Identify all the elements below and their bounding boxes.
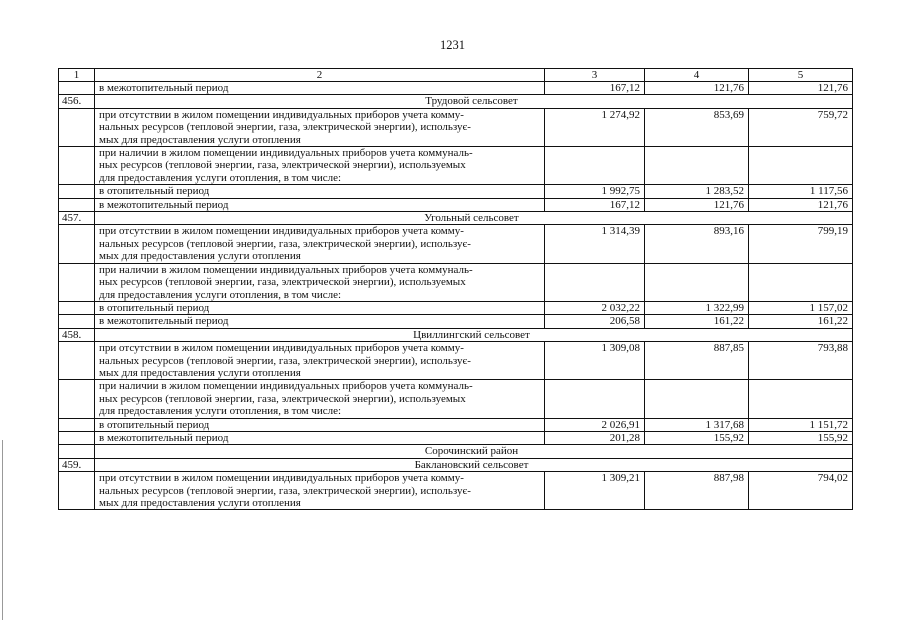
value-cell-v4: 121,76 — [645, 82, 749, 95]
section-title-text: Трудовой сельсовет — [425, 95, 518, 108]
value-cell-v5 — [749, 263, 853, 301]
row-description: в отопительный период — [95, 185, 545, 198]
page-number: 1231 — [440, 38, 465, 52]
row-description: при отсутствии в жилом помещении индивидуальных приборов учета комму- нальных ресурсов (тепловой энергии, газа, электрической энергии), использує- мых для предоставления услуги отопления — [95, 108, 545, 146]
value-cell-v3 — [545, 147, 645, 185]
table-row — [59, 315, 853, 328]
value-cell-v5: 161,22 — [749, 315, 853, 328]
row-description: в межотопительный период — [95, 431, 545, 444]
value-cell-v4: 893,16 — [645, 225, 749, 263]
table-row — [59, 380, 853, 418]
table-row — [59, 342, 853, 380]
column-number-row — [59, 69, 853, 82]
row-number: 456. — [59, 95, 95, 108]
row-number — [59, 225, 95, 263]
row-number — [59, 472, 95, 510]
value-cell-v4: 1 322,99 — [645, 301, 749, 314]
value-cell-v3: 1 992,75 — [545, 185, 645, 198]
section-title — [95, 328, 853, 341]
row-number — [59, 108, 95, 146]
row-number — [59, 198, 95, 211]
row-number — [59, 418, 95, 431]
table-row — [59, 185, 853, 198]
row-description: в межотопительный период — [95, 82, 545, 95]
table-row — [59, 147, 853, 185]
row-number — [59, 380, 95, 418]
value-cell-v3: 167,12 — [545, 82, 645, 95]
value-cell-v5: 1 157,02 — [749, 301, 853, 314]
column-number: 1 — [59, 69, 95, 82]
row-number: 457. — [59, 212, 95, 225]
value-cell-v5 — [749, 380, 853, 418]
value-cell-v4: 121,76 — [645, 198, 749, 211]
row-description: при наличии в жилом помещении индивидуальных приборов учета коммуналь- ных ресурсов (тепловой энергии, газа, электрической энергии), используемых для предоставления услуги отопления, в том числе: — [95, 263, 545, 301]
value-cell-v3: 1 274,92 — [545, 108, 645, 146]
value-cell-v3: 1 309,08 — [545, 342, 645, 380]
row-description: в отопительный период — [95, 301, 545, 314]
row-number — [59, 342, 95, 380]
value-cell-v3: 2 026,91 — [545, 418, 645, 431]
column-number: 4 — [645, 69, 749, 82]
row-description: при наличии в жилом помещении индивидуальных приборов учета коммуналь- ных ресурсов (тепловой энергии, газа, электрической энергии), используемых для предоставления услуги отопления, в том числе: — [95, 147, 545, 185]
value-cell-v4: 155,92 — [645, 431, 749, 444]
section-title-row — [59, 212, 853, 225]
row-number: 459. — [59, 458, 95, 471]
row-description: в отопительный период — [95, 418, 545, 431]
tariff-table — [58, 68, 853, 510]
table-row — [59, 82, 853, 95]
row-description: в межотопительный период — [95, 315, 545, 328]
row-number — [59, 315, 95, 328]
row-number — [59, 301, 95, 314]
row-description: при отсутствии в жилом помещении индивидуальных приборов учета комму- нальных ресурсов (тепловой энергии, газа, электрической энергии), использує- мых для предоставления услуги отопления — [95, 225, 545, 263]
value-cell-v5 — [749, 147, 853, 185]
row-number: 458. — [59, 328, 95, 341]
section-title-text: Угольный сельсовет — [424, 212, 519, 225]
value-cell-v4: 1 283,52 — [645, 185, 749, 198]
value-cell-v3: 167,12 — [545, 198, 645, 211]
table-row — [59, 263, 853, 301]
row-description: при наличии в жилом помещении индивидуальных приборов учета коммуналь- ных ресурсов (тепловой энергии, газа, электрической энергии), используемых для предоставления услуги отопления, в том числе: — [95, 380, 545, 418]
value-cell-v4 — [645, 263, 749, 301]
row-description: в межотопительный период — [95, 198, 545, 211]
table-row — [59, 225, 853, 263]
section-title-text: Сорочинский район — [424, 445, 519, 458]
row-number — [59, 431, 95, 444]
value-cell-v4 — [645, 147, 749, 185]
section-title-text: Баклановский сельсовет — [414, 458, 529, 471]
row-number — [59, 185, 95, 198]
value-cell-v4: 161,22 — [645, 315, 749, 328]
table-row — [59, 418, 853, 431]
value-cell-v3 — [545, 380, 645, 418]
column-number: 3 — [545, 69, 645, 82]
value-cell-v4: 853,69 — [645, 108, 749, 146]
row-number — [59, 147, 95, 185]
column-number: 2 — [95, 69, 545, 82]
value-cell-v5: 121,76 — [749, 198, 853, 211]
section-title-row — [59, 328, 853, 341]
section-title — [95, 458, 853, 471]
value-cell-v3: 1 309,21 — [545, 472, 645, 510]
value-cell-v5: 1 151,72 — [749, 418, 853, 431]
section-title-row — [59, 458, 853, 471]
row-number — [59, 263, 95, 301]
table-row — [59, 198, 853, 211]
section-title-text: Цвиллингский сельсовет — [413, 328, 530, 341]
value-cell-v5: 799,19 — [749, 225, 853, 263]
column-number: 5 — [749, 69, 853, 82]
table-row — [59, 301, 853, 314]
section-title-row — [59, 445, 853, 458]
value-cell-v4 — [645, 380, 749, 418]
value-cell-v3: 2 032,22 — [545, 301, 645, 314]
section-title — [95, 212, 853, 225]
table-row — [59, 108, 853, 146]
value-cell-v3: 201,28 — [545, 431, 645, 444]
section-title-row — [59, 95, 853, 108]
value-cell-v5: 793,88 — [749, 342, 853, 380]
value-cell-v3 — [545, 263, 645, 301]
value-cell-v3: 206,58 — [545, 315, 645, 328]
table-row — [59, 431, 853, 444]
section-title — [95, 445, 853, 458]
scan-edge-line — [2, 440, 3, 620]
row-number — [59, 445, 95, 458]
value-cell-v4: 1 317,68 — [645, 418, 749, 431]
value-cell-v4: 887,98 — [645, 472, 749, 510]
row-description: при отсутствии в жилом помещении индивидуальных приборов учета комму- нальных ресурсов (тепловой энергии, газа, электрической энергии), использує- мых для предоставления услуги отопления — [95, 342, 545, 380]
value-cell-v4: 887,85 — [645, 342, 749, 380]
value-cell-v5: 794,02 — [749, 472, 853, 510]
value-cell-v5: 121,76 — [749, 82, 853, 95]
row-number — [59, 82, 95, 95]
table-row — [59, 472, 853, 510]
value-cell-v5: 1 117,56 — [749, 185, 853, 198]
row-description: при отсутствии в жилом помещении индивидуальных приборов учета комму- нальных ресурсов (тепловой энергии, газа, электрической энергии), использує- мых для предоставления услуги отопления — [95, 472, 545, 510]
value-cell-v3: 1 314,39 — [545, 225, 645, 263]
value-cell-v5: 759,72 — [749, 108, 853, 146]
value-cell-v5: 155,92 — [749, 431, 853, 444]
section-title — [95, 95, 853, 108]
